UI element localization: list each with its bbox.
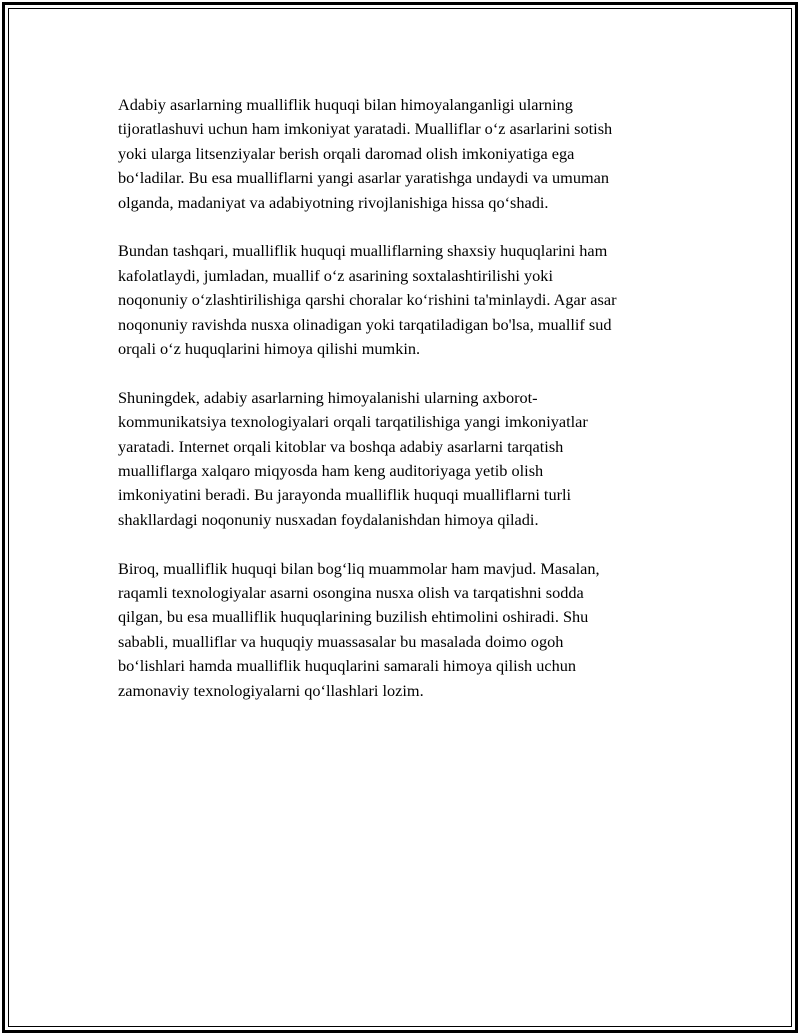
paragraph-4: [118, 557, 718, 703]
paragraph-2: [118, 239, 718, 361]
document-body: [118, 93, 718, 728]
text-line: olganda, madaniyat va adabiyotning rivojlanishiga hissa qo‘shadi.: [118, 192, 549, 212]
text-line: zamonaviy texnologiyalarni qo‘llashlari lozim.: [118, 680, 424, 700]
text-line: raqamli texnologiyalar asarni osongina nusxa olish va tarqatishni sodda: [118, 583, 584, 603]
text-line: mualliflarga xalqaro miqyosda ham keng auditoriyaga yetib olish: [118, 461, 544, 481]
text-line: kommunikatsiya texnologiyalari orqali tarqatilishiga yangi imkoniyatlar: [118, 412, 588, 432]
text-line: qilgan, bu esa mualliflik huquqlarining buzilish ehtimolini oshiradi. Shu: [118, 607, 589, 627]
paragraph-3: [118, 386, 718, 532]
text-line: bo‘ladilar. Bu esa mualliflarni yangi asarlar yaratishga undaydi va umuman: [118, 168, 609, 188]
text-line: orqali o‘z huquqlarini himoya qilishi mumkin.: [118, 339, 421, 359]
text-line: Bundan tashqari, mualliflik huquqi mualliflarning shaxsiy huquqlarini ham: [118, 241, 608, 261]
text-line: Adabiy asarlarning mualliflik huquqi bilan himoyalanganligi ularning: [118, 95, 573, 114]
paragraph-1: [118, 93, 718, 215]
text-line: sababli, mualliflar va huquqiy muassasalar bu masalada doimo ogoh: [118, 631, 564, 651]
text-line: noqonuniy ravishda nusxa olinadigan yoki tarqatiladigan bo'lsa, muallif sud: [118, 314, 612, 334]
text-line: Shuningdek, adabiy asarlarning himoyalanishi ularning axborot-: [118, 387, 538, 407]
text-line: yaratadi. Internet orqali kitoblar va boshqa adabiy asarlarni tarqatish: [118, 436, 564, 456]
text-line: tijoratlashuvi uchun ham imkoniyat yaratadi. Mualliflar o‘z asarlarini sotish: [118, 119, 613, 139]
text-line: kafolatlaydi, jumladan, muallif o‘z asarining soxtalashtirilishi yoki: [118, 265, 553, 285]
text-line: noqonuniy o‘zlashtirilishiga qarshi choralar ko‘rishini ta'minlaydi. Agar asar: [118, 290, 617, 310]
text-line: bo‘lishlari hamda mualliflik huquqlarini samarali himoya qilish uchun: [118, 656, 577, 676]
text-line: shakllardagi noqonuniy nusxadan foydalanishdan himoya qiladi.: [118, 509, 539, 529]
text-line: Biroq, mualliflik huquqi bilan bog‘liq muammolar ham mavjud. Masalan,: [118, 558, 600, 578]
text-line: imkoniyatini beradi. Bu jarayonda mualliflik huquqi mualliflarni turli: [118, 485, 572, 505]
text-line: yoki ularga litsenziyalar berish orqali daromad olish imkoniyatiga ega: [118, 143, 575, 163]
